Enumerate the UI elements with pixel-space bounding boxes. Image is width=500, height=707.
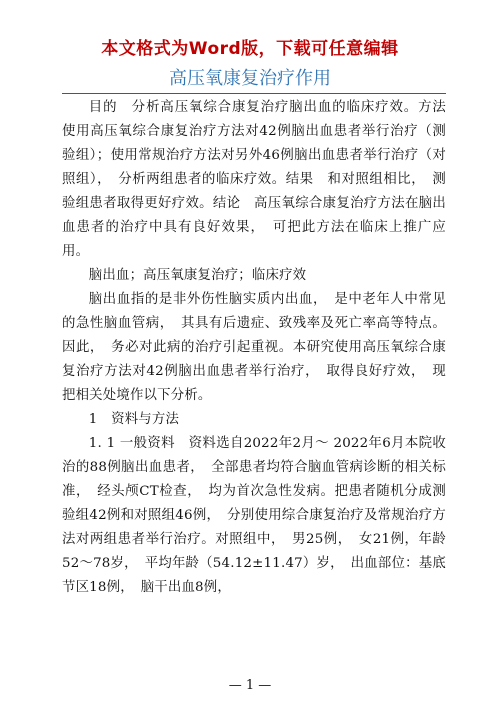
general-data-paragraph: 1. 1 一般资料 资料选自2022年2月～ 2022年6月本院收治的88例脑出血患者， 全部患者均符合脑血管病诊断的相关标准， 经头颅CT检查， 均为首次急性发病。把患者随机分成测验组42例和对照组46例， 分别使用综合康复治疗及常规治疗方法对两组患者举行治疗。对照组中， 男25例， 女21例，年龄52～78岁， 平均年龄（54.12±11.47）岁， 出血部位：基底节区18例， 脑干出血8例， (62, 436, 446, 595)
document-banner: 本文格式为Word版，下载可任意编辑 (101, 39, 399, 59)
abstract-paragraph: 目的 分析高压氧综合康复治疗脑出血的临床疗效。方法 使用高压氧综合康复治疗方法对42例脑出血患者举行治疗（测验组）；使用常规治疗方法对另外46例脑出血患者举行治疗（对照组）， 分析两组患者的临床疗效。结果 和对照组相比， 测验组患者取得更好疗效。结论 高压氧综合康复治疗方法在脑出血患者的治疗中具有良好效果， 可把此方法在临床上推广应用。 (62, 100, 460, 259)
document-title: 高压氧康复治疗作用 (169, 68, 331, 89)
keywords-paragraph: 脑出血；高压氧康复治疗；临床疗效 (88, 268, 307, 283)
document-body (62, 96, 460, 600)
intro-paragraph: 脑出血指的是非外伤性脑实质内出血， 是中老年人中常见的急性脑血管病， 其具有后遗症、致残率及死亡率高等特点。因此， 务必对此病的治疗引起重视。本研究使用高压氧综合康复治疗方法对42例脑出血患者举行治疗， 取得良好疗效， 现把相关处境作以下分析。 (62, 292, 446, 403)
title-divider (62, 93, 446, 94)
page-number: — 1 — (228, 678, 272, 693)
section-heading: 1 资料与方法 (88, 412, 180, 427)
